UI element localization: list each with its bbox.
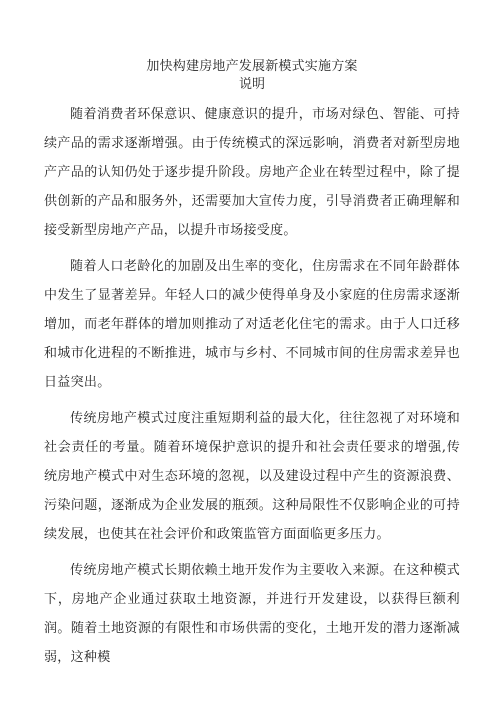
document-title: 加快构建房地产发展新模式实施方案 [146,59,358,74]
document-subtitle: 说明 [238,77,265,92]
paragraph-1: 随着消费者环保意识、健康意识的提升，市场对绿色、智能、可持续产品的需求逐渐增强。由于传统模式的深远影响，消费者对新型房地产产品的认知仍处于逐步提升阶段。房地产企业在转型过程中，除了提供创新的产品和服务外，还需要加大宣传力度，引导消费者正确理解和接受新型房地产产品，以提升市场接受度。 [44,107,460,238]
paragraph-2: 随着人口老龄化的加剧及出生率的变化，住房需求在不同年龄群体中发生了显著差异。年轻人口的减少使得单身及小家庭的住房需求逐渐增加，而老年群体的增加则推动了对适老化住宅的需求。由于人口迁移和城市化进程的不断推进，城市与乡村、不同城市间的住房需求差异也日益突出。 [44,259,460,390]
paragraph-4: 传统房地产模式长期依赖土地开发作为主要收入来源。在这种模式下，房地产企业通过获取土地资源，并进行开发建设，以获得巨额利润。随着土地资源的有限性和市场供需的变化，土地开发的潜力逐渐减弱，这种模 [44,563,460,665]
paragraph-3: 传统房地产模式过度注重短期利益的最大化，往往忽视了对环境和社会责任的考量。随着环境保护意识的提升和社会责任要求的增强,传统房地产模式中对生态环境的忽视，以及建设过程中产生的资源浪费、污染问题，逐渐成为企业发展的瓶颈。这种局限性不仅影响企业的可持续发展，也使其在社会评价和政策监管方面面临更多压力。 [44,411,460,542]
